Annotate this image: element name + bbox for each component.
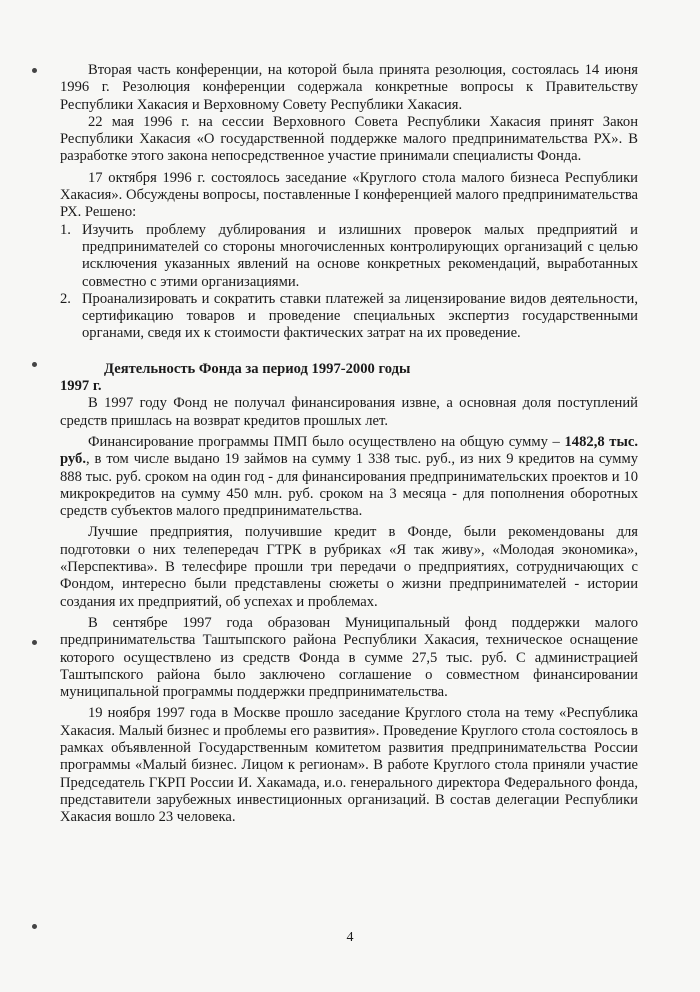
- year-label: 1997 г.: [60, 378, 102, 395]
- section-heading: Деятельность Фонда за период 1997-2000 годы: [104, 360, 411, 377]
- paragraph: Лучшие предприятия, получившие кредит в Фонде, были рекомендованы для подготовки о них телепередач ГТРК в рубриках «Я так живу», «Молодая экономика», «Перспектива». В телесфире прошли три передачи о предприятиях, сотрудничающих с Фондом, интересно были представлены сюжеты о жизни предпринимателей - истории создания их предприятий, об успехах и проблемах.: [60, 524, 638, 610]
- punch-hole-mark: [32, 924, 37, 929]
- list-number: 2.: [60, 290, 71, 307]
- list-item: [60, 222, 638, 291]
- punch-hole-mark: [32, 640, 37, 645]
- list-item-text: Проанализировать и сократить ставки платежей за лицензирование видов деятельности, сертификацию товаров и проведение специальных экспертиз государственными органами, сведя их к стоимости фактических затрат на их проведение.: [82, 290, 638, 342]
- list-item-text: Изучить проблему дублирования и излишних проверок малых предприятий и предпринимателей со стороны многочисленных контролирующих организаций с целью исключения указанных явлений на основе конкретных рекомендаций, выработанных совместно с этими организациями.: [82, 221, 638, 290]
- paragraph: В сентябре 1997 года образован Муниципальный фонд поддержки малого предпринимательства Таштыпского района Республики Хакасия, техническое оснащение которого осуществлено из средств Фонда в сумме 27,5 тыс. руб. С администрацией Таштыпского района было заключено соглашение о совместном финансировании муниципальной программы поддержки предпринимательства.: [60, 614, 638, 701]
- page-number: 4: [346, 930, 354, 945]
- list-number: 1.: [60, 221, 71, 238]
- decision-list: [60, 222, 638, 343]
- punch-hole-mark: [32, 68, 37, 73]
- bold-amount: 1482,8 тыс. руб.: [60, 433, 638, 468]
- paragraph: [60, 434, 638, 520]
- paragraph: В 1997 году Фонд не получал финансирования извне, а основная доля поступлений средств пришлась на возврат кредитов прошлых лет.: [60, 395, 638, 429]
- paragraph: 19 ноября 1997 года в Москве прошло заседание Круглого стола на тему «Республика Хакасия. Малый бизнес и проблемы его развития». Проведение Круглого стола состоялось в рамках объявленной Государственным комитетом развития предпринимательства России программы «Малый бизнес. Лицом к регионам». В работе Круглого стола приняли участие Председатель ГКРП России И. Хакамада, и.о. генерального директора Федерального фонда, представители зарубежных инвестиционных организаций. В состав делегации Республики Хакасия вошло 23 человека.: [60, 705, 638, 826]
- paragraph: 17 октября 1996 г. состоялось заседание «Круглого стола малого бизнеса Республики Хакасия». Обсуждены вопросы, поставленные I конференцией малого предпринимательства РХ. Решено:: [60, 169, 638, 221]
- paragraph: 22 мая 1996 г. на сессии Верховного Совета Республики Хакасия принят Закон Республики Хакасия «О государственной поддержке малого предпринимательства РХ». В разработке этого закона непосредственное участие принимали специалисты Фонда.: [60, 113, 638, 165]
- punch-hole-mark: [32, 362, 37, 367]
- paragraph: Вторая часть конференции, на которой была принята резолюция, состоялась 14 июня 1996 г. Резолюция конференции содержала конкретные вопросы к Правительству Республики Хакасия и Верховному Совету Республики Хакасия.: [60, 62, 638, 113]
- document-body: [60, 62, 638, 826]
- list-item: [60, 291, 638, 343]
- paragraph-text: , в том числе выдано 19 займов на сумму 1 338 тыс. руб., из них 9 кредитов на сумму 888 тыс. руб. сроком на один год - для финансирования предпринимательских проектов и 10 микрокредитов на сумму 450 млн. руб. сроком на 3 месяца - для пополнения оборотных средств субъектов малого предпринимательства.: [60, 451, 638, 520]
- paragraph-text: Финансирование программы ПМП было осуществлено на общую сумму –: [88, 433, 560, 450]
